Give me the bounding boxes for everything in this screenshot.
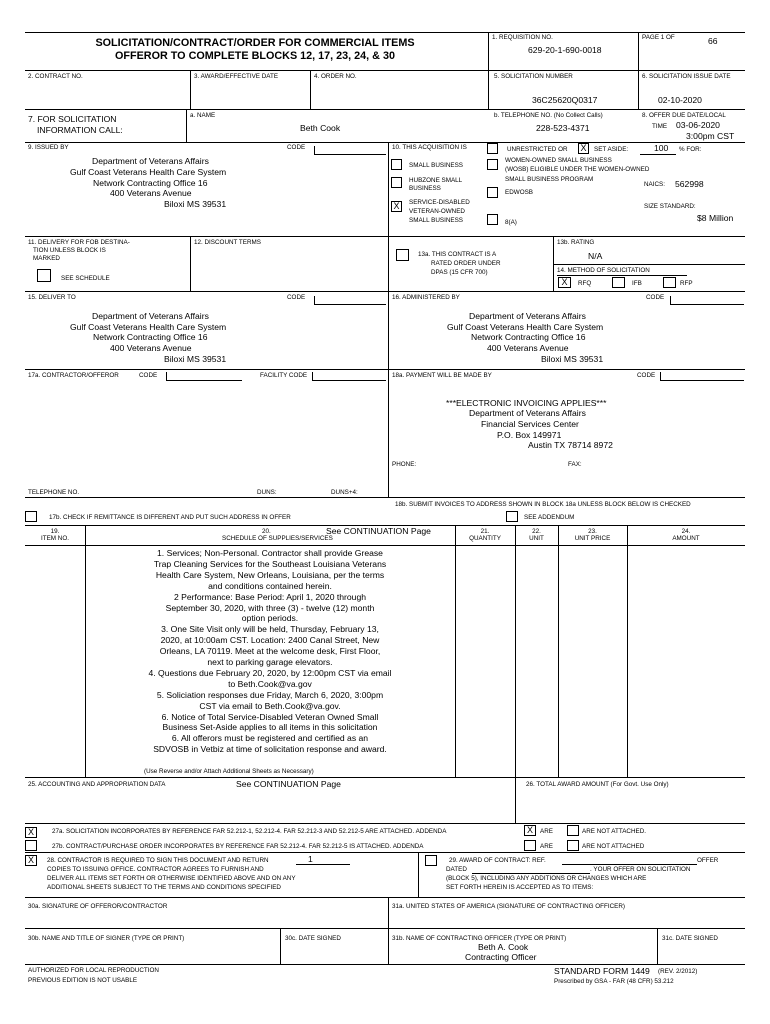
schedule-line: CST via email to Beth.Cook@va.gov. [199, 700, 341, 711]
schedule-line: 4. Questions due February 20, 2020, by 12:00pm CST via email [148, 667, 392, 678]
rule [85, 525, 86, 777]
31c-label: 31c. DATE SIGNED [662, 935, 718, 942]
see-schedule-label: SEE SCHEDULE [61, 275, 110, 282]
issued-by-label: 9. ISSUED BY [28, 144, 69, 151]
schedule-line: 1. Services; Non-Personal. Contractor shall provide Grease [157, 548, 383, 558]
schedule-line: 2 Performance: Base Period: April 1, 2020 through [173, 591, 367, 602]
prescribed-by: Prescribed by GSA - FAR (48 CFR) 53.212 [554, 978, 674, 985]
deliver-line-3: Network Contracting Office 16 [93, 332, 208, 342]
rfp-label: RFP [680, 280, 693, 287]
hubzone-checkbox[interactable] [391, 177, 402, 188]
rule [25, 897, 745, 898]
29-ref-underline [562, 864, 697, 865]
27a-text: 27a. SOLICITATION INCORPORATES BY REFERENCE FAR 52.212-1, 52.212-4. FAR 52.212-3 AND 52.212-5 ARE ATTACHED. ADDENDA [52, 828, 447, 835]
rated-order-label-2: RATED ORDER UNDER [431, 260, 501, 267]
facility-code-label: FACILITY CODE [260, 372, 308, 379]
28-copies-value[interactable]: 1 [308, 854, 313, 864]
28-checkbox[interactable]: X [25, 855, 37, 866]
small-business-label: SMALL BUSINESS [409, 162, 464, 169]
contracting-officer-name[interactable]: Beth A. Cook [478, 942, 529, 952]
payment-line-1: ***ELECTRONIC INVOICING APPLIES*** [446, 398, 607, 408]
percent-for-label: % FOR: [679, 146, 702, 153]
rule [638, 32, 639, 109]
duns4-label: DUNS+4: [331, 489, 358, 496]
schedule-see-continuation: See CONTINUATION Page [326, 526, 431, 536]
ifb-label: IFB [632, 280, 642, 287]
hubzone-label-1: HUBZONE SMALL [409, 177, 463, 184]
27a-not-attached-label: ARE NOT ATTACHED. [582, 828, 647, 835]
29-line-3: (BLOCK 5), INCLUDING ANY ADDITIONS OR CHANGES WHICH ARE [446, 875, 647, 882]
edwosb-label: EDWOSB [505, 189, 533, 196]
delivery-fob-label-3: MARKED [33, 255, 60, 262]
set-aside-checkbox[interactable]: X [578, 143, 589, 154]
col-schedule-num: 20. [262, 528, 271, 535]
issue-date-label: 6. SOLICITATION ISSUE DATE [642, 73, 731, 80]
rule [388, 142, 389, 497]
admin-code-label: CODE [646, 294, 665, 301]
wosb-label-2: (WOSB) ELIGIBLE UNDER THE WOMEN-OWNED [505, 166, 650, 173]
sdvosb-label-1: SERVICE-DISABLED [409, 199, 470, 206]
rule [418, 852, 419, 897]
27b-are-label: ARE [540, 843, 553, 850]
29-line-1: 29. AWARD OF CONTRACT: REF. [449, 857, 546, 864]
schedule-line: Health Care System, New Orleans, Louisiana, per the terms [155, 569, 385, 580]
sdvosb-checkbox[interactable]: X [391, 201, 402, 212]
29-checkbox[interactable] [425, 855, 437, 866]
col-quantity-num: 21. [480, 528, 490, 535]
schedule-line: 6. Notice of Total Service-Disabled Veteran Owned Small [161, 711, 379, 722]
schedule-line: Orleans, LA 70119. Meet at the welcome desk, First Floor, [159, 646, 381, 657]
telephone-value[interactable]: 228-523-4371 [536, 123, 590, 133]
schedule-line: and conditions contained herein. [208, 580, 332, 591]
29-line-4: SET FORTH HEREIN IS ACCEPTED AS TO ITEMS: [446, 884, 594, 891]
due-time-value[interactable]: 3:00pm CST [686, 131, 735, 141]
method-label: 14. METHOD OF SOLICITATION [557, 267, 650, 274]
deliver-to-label: 15. DELIVER TO [28, 294, 76, 301]
rfq-label: RFQ [578, 280, 592, 287]
facility-code-field[interactable] [312, 372, 386, 381]
schedule-line: option periods. [241, 613, 299, 624]
rfp-checkbox[interactable] [663, 277, 676, 288]
rule [25, 545, 745, 546]
rule [25, 823, 745, 824]
rating-value[interactable]: N/A [588, 251, 603, 261]
rule [657, 928, 658, 964]
payment-label: 18a. PAYMENT WILL BE MADE BY [392, 372, 492, 379]
information-call-label: INFORMATION CALL: [37, 125, 123, 135]
rule [25, 32, 745, 33]
payment-line-3: Financial Services Center [481, 419, 579, 429]
rated-order-label-1: 13a. THIS CONTRACT IS A [418, 251, 497, 258]
edwosb-checkbox[interactable] [487, 187, 498, 198]
rule [25, 70, 745, 71]
deliver-line-1: Department of Veterans Affairs [92, 311, 209, 321]
payment-line-2: Department of Veterans Affairs [469, 408, 586, 418]
contracting-officer-title: Contracting Officer [465, 952, 537, 962]
27b-checkbox[interactable] [25, 840, 37, 851]
issue-date-value[interactable]: 02-10-2020 [658, 95, 702, 105]
wosb-label-1: WOMEN-OWNED SMALL BUSINESS [505, 157, 612, 164]
schedule-line: Business Set-Aside applies to all items in this solicitation [162, 722, 378, 733]
copies-underline [296, 864, 350, 865]
30c-label: 30c. DATE SIGNED [285, 935, 341, 942]
28-line-4: ADDITIONAL SHEETS SUBJECT TO THE TERMS AND CONDITIONS SPECIFIED [47, 884, 281, 891]
method-underline [557, 275, 687, 276]
rule [25, 291, 745, 292]
form-title: SOLICITATION/CONTRACT/ORDER FOR COMMERCIAL ITEMS [95, 37, 415, 49]
27b-not-attached-checkbox[interactable] [567, 840, 579, 851]
rule [25, 852, 745, 853]
contractor-label: 17a. CONTRACTOR/OFFEROR [28, 372, 119, 379]
col-amount-label: AMOUNT [672, 535, 700, 542]
27a-not-attached-checkbox[interactable] [567, 825, 579, 836]
rated-order-checkbox[interactable] [396, 249, 409, 261]
issued-line-3: Network Contracting Office 16 [93, 178, 208, 188]
rule [186, 109, 187, 142]
for-solicitation-label: 7. FOR SOLICITATION [28, 114, 117, 124]
solicitation-number-label: 5. SOLICITATION NUMBER [494, 73, 573, 80]
sdvosb-label-3: SMALL BUSINESS [409, 217, 464, 224]
payment-code-field[interactable] [660, 372, 744, 381]
remittance-checkbox[interactable] [25, 511, 37, 522]
rule [515, 525, 516, 823]
accounting-see-continuation: See CONTINUATION Page [236, 779, 341, 789]
page-total: 66 [708, 36, 718, 46]
27a-are-label: ARE [540, 828, 553, 835]
col-unit-num: 22. [532, 528, 541, 535]
schedule-line: 6. All offerors must be registered and certified as an [171, 733, 369, 744]
col-amount-num: 24. [681, 528, 691, 535]
set-aside-label: SET ASIDE: [594, 146, 629, 153]
rule [558, 525, 559, 777]
remittance-label: 17b. CHECK IF REMITTANCE IS DIFFERENT AND PUT SUCH ADDRESS IN OFFER [49, 514, 291, 521]
payment-line-5: Austin TX 78714 8972 [528, 440, 613, 450]
28-line-1: 28. CONTRACTOR IS REQUIRED TO SIGN THIS DOCUMENT AND RETURN [47, 857, 269, 864]
schedule-line: to Beth.Cook@va.gov [228, 678, 312, 689]
form-revision: (REV. 2/2012) [658, 968, 698, 975]
naics-value[interactable]: 562998 [675, 179, 704, 189]
issued-code-field[interactable] [314, 146, 386, 155]
27b-not-attached-label: ARE NOT ATTACHED [582, 843, 645, 850]
30a-label: 30a. SIGNATURE OF OFFEROR/CONTRACTOR [28, 903, 168, 910]
payment-phone-label: PHONE: [392, 461, 417, 468]
col-unit-price-num: 23. [588, 528, 597, 535]
unrestricted-label: UNRESTRICTED OR [507, 146, 568, 153]
name-label: a. NAME [190, 112, 216, 119]
set-aside-percent[interactable]: 100 [654, 143, 669, 153]
rule [627, 525, 628, 777]
award-date-label: 3. AWARD/EFFECTIVE DATE [194, 73, 279, 80]
29-offer-label: OFFER [697, 857, 719, 864]
30b-label: 30b. NAME AND TITLE OF SIGNER (TYPE OR PRINT) [28, 935, 185, 942]
administered-by-label: 16. ADMINISTERED BY [392, 294, 460, 301]
contract-no-label: 2. CONTRACT NO. [28, 73, 83, 80]
28-line-2: COPIES TO ISSUING OFFICE. CONTRACTOR AGREES TO FURNISH AND [47, 866, 264, 873]
use-reverse-note: (Use Reverse and/or Attach Additional Sheets as Necessary) [144, 768, 314, 775]
addendum-checkbox[interactable] [506, 511, 518, 522]
order-no-label: 4. ORDER NO. [314, 73, 357, 80]
col-unit-price-label: UNIT PRICE [574, 535, 611, 542]
schedule-line: next to parking garage elevators. [207, 657, 333, 667]
col-unit-label: UNIT [529, 535, 544, 542]
schedule-line: September 30, 2020, with three (3) - twelve (12) month [165, 602, 375, 613]
small-business-checkbox[interactable] [391, 159, 402, 170]
hubzone-label-2: BUSINESS [409, 185, 441, 192]
naics-label: NAICS: [644, 181, 665, 188]
telephone-no-label: TELEPHONE NO. [28, 489, 80, 496]
rule [280, 928, 281, 964]
issued-line-5: Biloxi MS 39531 [164, 199, 227, 209]
rule [553, 264, 745, 265]
form-subtitle: OFFEROR TO COMPLETE BLOCKS 12, 17, 23, 24, & 30 [115, 50, 395, 62]
rule [190, 236, 191, 291]
percent-underline [640, 154, 676, 155]
delivery-fob-label-2: TION UNLESS BLOCK IS [33, 247, 106, 254]
issued-code-label: CODE [287, 144, 306, 151]
admin-line-3: Network Contracting Office 16 [471, 332, 586, 342]
rule [488, 32, 489, 109]
31b-label: 31b. NAME OF CONTRACTING OFFICER (TYPE OR PRINT) [392, 935, 567, 942]
contractor-code-label: CODE [139, 372, 158, 379]
rule [25, 369, 745, 370]
rule [25, 964, 745, 965]
see-schedule-checkbox[interactable] [37, 269, 51, 282]
size-standard-value[interactable]: $8 Million [697, 213, 734, 223]
28-line-3: DELIVER ALL ITEMS SET FORTH OR OTHERWISE IDENTIFIED ABOVE AND ON ANY [47, 875, 296, 882]
contact-name[interactable]: Beth Cook [300, 123, 341, 133]
discount-terms-label: 12. DISCOUNT TERMS [194, 239, 261, 246]
schedule-line: Trap Cleaning Services for the Southeast Louisiana Veterans [153, 558, 387, 569]
payment-line-4: P.O. Box 149971 [497, 430, 562, 440]
ifb-checkbox[interactable] [612, 277, 625, 288]
rule [25, 928, 745, 929]
29-dated-underline [472, 873, 590, 874]
8a-checkbox[interactable] [487, 214, 498, 225]
contractor-code-field[interactable] [166, 372, 242, 381]
27b-are-checkbox[interactable] [524, 840, 536, 851]
rule [388, 897, 389, 964]
8a-label: 8(A) [505, 219, 517, 226]
schedule-line: 3. One Site Visit only will be held, Thursday, February 13, [161, 624, 379, 635]
schedule-line: SDVOSB in Vetbiz at time of solicitation response and award. [153, 744, 387, 755]
due-date-value[interactable]: 03-06-2020 [676, 120, 720, 130]
admin-line-1: Department of Veterans Affairs [469, 311, 586, 321]
sdvosb-label-2: VETERAN-OWNED [409, 208, 465, 215]
27b-text: 27b. CONTRACT/PURCHASE ORDER INCORPORATES BY REFERENCE FAR 52.212-4. FAR 52.212-5 IS ATTACHED. ADDENDA [52, 843, 424, 850]
rule [310, 70, 311, 109]
rated-order-label-3: DPAS (15 CFR 700) [431, 269, 488, 276]
col-item-num: 19. [50, 528, 60, 535]
total-award-label: 26. TOTAL AWARD AMOUNT (For Govt. Use Only) [526, 781, 669, 788]
schedule-line: 5. Soliciation responses due Friday, March 6, 2020, 3:00pm [156, 689, 384, 700]
acquisition-label: 10. THIS ACQUISITION IS [392, 144, 467, 151]
admin-line-4: 400 Veterans Avenue [487, 343, 569, 353]
page-label: PAGE 1 OF [642, 34, 675, 41]
col-quantity-label: QUANTITY [469, 535, 501, 542]
rfq-checkbox[interactable]: X [558, 277, 571, 288]
requisition-label: 1. REQUISITION NO. [492, 34, 553, 41]
rule [190, 70, 191, 109]
requisition-value[interactable]: 629-20-1-690-0018 [528, 45, 602, 55]
col-item-label: ITEM NO. [41, 535, 69, 542]
deliver-code-field[interactable] [314, 296, 386, 305]
solicitation-number-value[interactable]: 36C25620Q0317 [532, 95, 598, 105]
admin-line-2: Gulf Coast Veterans Health Care System [447, 322, 604, 332]
footer-line-1: AUTHORIZED FOR LOCAL REPRODUCTION [28, 967, 159, 974]
submit-invoices-label: 18b. SUBMIT INVOICES TO ADDRESS SHOWN IN BLOCK 18a UNLESS BLOCK BELOW IS CHECKED [395, 501, 691, 508]
deliver-line-4: 400 Veterans Avenue [110, 343, 192, 353]
admin-code-field[interactable] [670, 296, 744, 305]
issued-line-2: Gulf Coast Veterans Health Care System [70, 167, 227, 177]
payment-fax-label: FAX: [568, 461, 582, 468]
admin-line-5: Biloxi MS 39531 [541, 354, 604, 364]
rule [25, 142, 745, 143]
rule [25, 109, 745, 110]
rule [25, 777, 745, 778]
unrestricted-checkbox[interactable] [487, 143, 498, 154]
rule [25, 497, 745, 498]
duns-label: DUNS: [257, 489, 277, 496]
offer-due-label: 8. OFFER DUE DATE/LOCAL [642, 112, 726, 119]
rule [25, 236, 745, 237]
29-your-offer: . YOUR OFFER ON SOLICITATION [590, 866, 691, 873]
col-schedule-label: SCHEDULE OF SUPPLIES/SERVICES [222, 535, 333, 542]
27a-checkbox[interactable]: X [25, 827, 37, 838]
schedule-line: 2020, at 10:00am CST. Location: 2400 Canal Street, New [160, 635, 380, 646]
issued-line-4: 400 Veterans Avenue [110, 188, 192, 198]
deliver-line-5: Biloxi MS 39531 [164, 354, 227, 364]
29-dated-label: DATED [446, 866, 467, 873]
time-label: TIME [652, 123, 668, 130]
size-standard-label: SIZE STANDARD: [644, 203, 696, 210]
see-addendum-label: SEE ADDENDUM [524, 514, 575, 521]
issued-line-1: Department of Veterans Affairs [92, 156, 209, 166]
wosb-checkbox[interactable] [487, 159, 498, 170]
deliver-code-label: CODE [287, 294, 306, 301]
accounting-label: 25. ACCOUNTING AND APPROPRIATION DATA [28, 781, 166, 788]
payment-code-label: CODE [637, 372, 656, 379]
wosb-label-3: SMALL BUSINESS PROGRAM [505, 176, 594, 183]
standard-form: STANDARD FORM 1449 [554, 966, 650, 976]
rule [455, 525, 456, 777]
telephone-label: b. TELEPHONE NO. (No Collect Calls) [494, 112, 603, 119]
rating-label: 13b. RATING [557, 239, 595, 246]
27a-are-checkbox[interactable]: X [524, 825, 536, 836]
footer-line-2: PREVIOUS EDITION IS NOT USABLE [28, 977, 138, 984]
delivery-fob-label-1: 11. DELIVERY FOR FOB DESTINA- [28, 239, 130, 246]
31a-label: 31a. UNITED STATES OF AMERICA (SIGNATURE OF CONTRACTING OFFICER) [392, 903, 626, 910]
deliver-line-2: Gulf Coast Veterans Health Care System [70, 322, 227, 332]
